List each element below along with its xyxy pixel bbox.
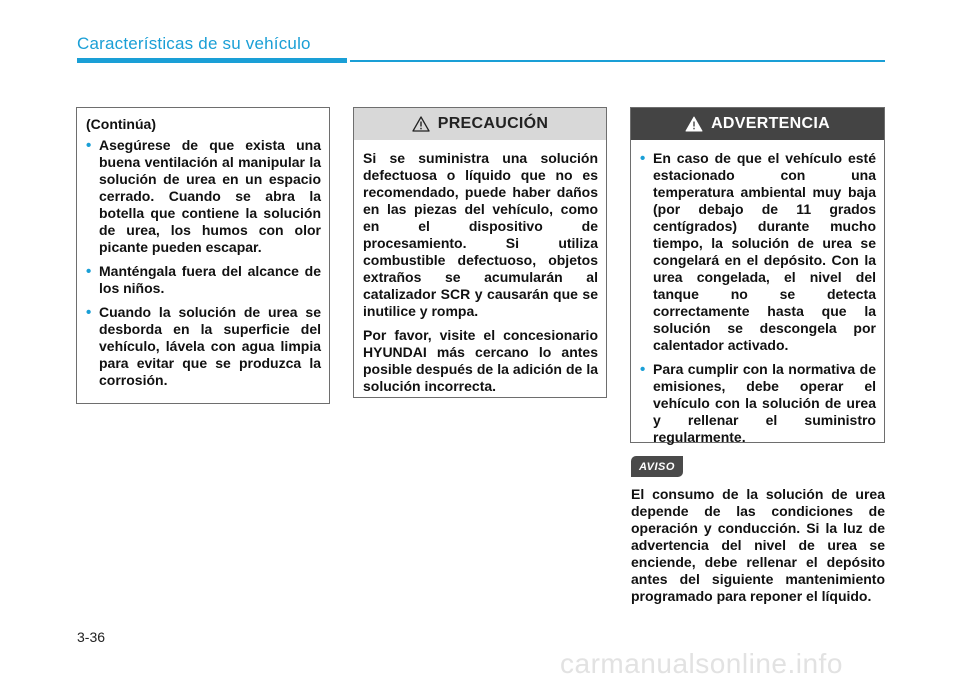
list-item: • En caso de que el vehículo esté estacionado con una temperatura ambiental muy baja (por debajo de 11 grados centígrados) durante mucho tiempo, la solución de urea se congelará en el depósito. Con la urea congelada, el nivel del tanque no se detecta correctamente hasta que la solución se descongela por calentador activado. [640,150,876,354]
notice-text: El consumo de la solución de urea depende de las condiciones de operación y conducción. Si la luz de advertencia del nivel de urea se enciende, debe rellenar el depósito antes del siguiente mantenimiento programado para reponer el líquido. [631,486,885,604]
continuation-box [76,107,330,404]
caution-paragraph: Por favor, visite el concesionario HYUNDAI más cercano lo antes posible después de la adición de la solución incorrecta. [363,327,598,394]
warning-bullets [640,150,876,446]
list-item: • Cuando la solución de urea se desborda en la superficie del vehículo, lávela con agua limpia para evitar que se produzca la corrosión. [86,304,321,389]
watermark: carmanualsonline.info [560,648,843,679]
continua-label: (Continúa) [86,116,156,132]
warning-box [630,107,885,443]
list-item: • Para cumplir con la normativa de emisiones, debe operar el vehículo con la solución de urea y rellenar el suministro regularmente. [640,361,876,446]
header-rule-accent [77,58,347,63]
caution-title: PRECAUCIÓN [437,115,549,132]
warning-triangle-icon [685,116,703,132]
warning-header [631,108,884,140]
continuation-bullets [86,137,321,389]
caution-paragraph: Si se suministra una solución defectuosa o líquido que no es recomendado, puede haber daños en las piezas del vehículo, como en el dispositivo de procesamiento. Si utiliza combustible defectuoso, objetos extraños se acumularán al catalizador SCR y causarán que se inutilice y rompa. [363,150,598,319]
section-title: Características de su vehículo [77,34,311,53]
warning-title: ADVERTENCIA [711,115,830,132]
list-item: • Asegúrese de que exista una buena ventilación al manipular la solución de urea en un espacio cerrado. Cuando se abra la botella que contiene la solución de urea, los humos con olor picante pueden escapar. [86,137,321,256]
caution-header [354,108,606,140]
warning-triangle-icon [412,116,430,132]
caution-box [353,107,607,398]
page-number: 3-36 [77,629,106,645]
header-rule [350,60,885,62]
notice-badge: AVISO [631,456,683,477]
list-item: • Manténgala fuera del alcance de los niños. [86,263,321,297]
